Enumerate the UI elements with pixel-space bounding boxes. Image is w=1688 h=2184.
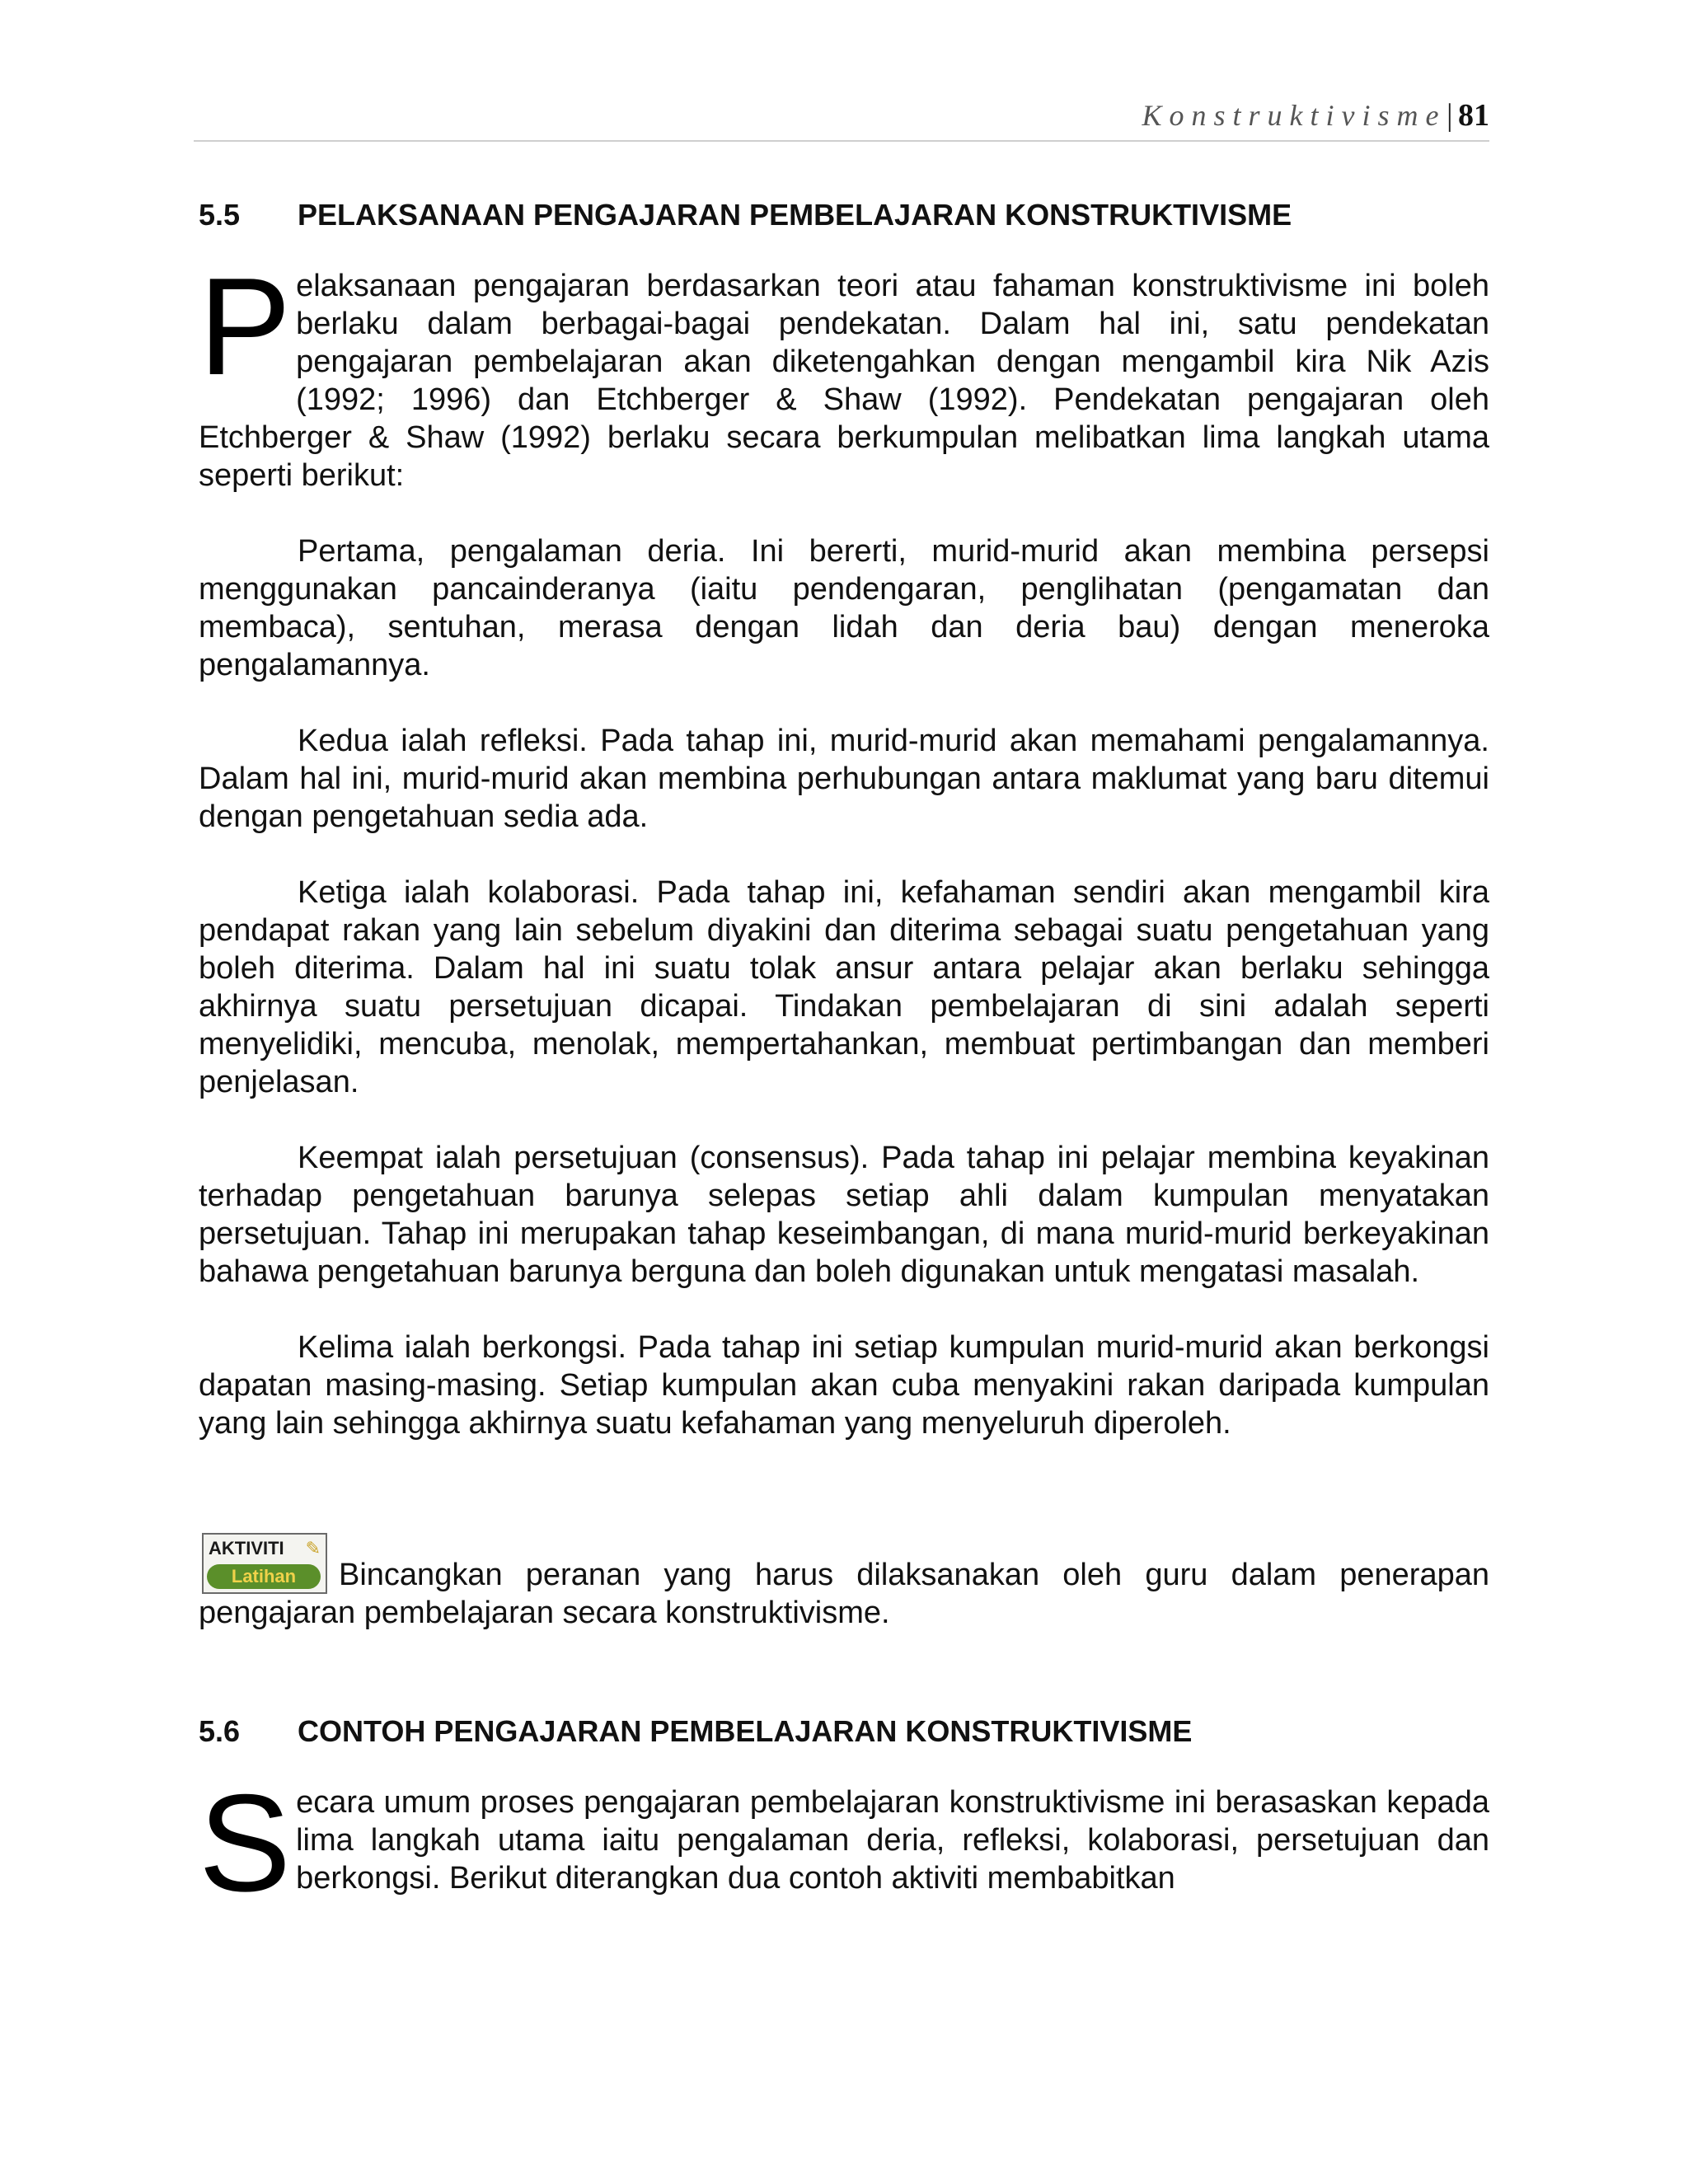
- badge-bottom-label: Latihan: [207, 1564, 321, 1589]
- aktiviti-latihan-badge: [202, 1533, 327, 1594]
- step-paragraph-1: Pertama, pengalaman deria. Ini bererti, murid-murid akan membina persepsi menggunakan pancainderanya (iaitu pendengaran, penglihatan (pengamatan dan membaca), sentuhan, merasa dengan lidah dan deria bau) dengan meneroka pengalamannya.: [199, 534, 1489, 682]
- header-separator: |: [1446, 98, 1453, 133]
- running-title: Konstruktivisme: [1142, 99, 1447, 132]
- page-header: [194, 97, 1489, 142]
- intro-paragraph: [199, 249, 1489, 494]
- section-heading-5-5: [199, 198, 1489, 232]
- step-paragraph-4: Keempat ialah persetujuan (consensus). Pada tahap ini pelajar membina keyakinan terhadap pengetahuan barunya selepas setiap ahli dalam kumpulan menyatakan persetujuan. Tahap ini merupakan tahap keseimbangan, di mana murid-murid berkeyakinan bahawa pengetahuan barunya berguna dan boleh digunakan untuk mengatasi masalah.: [199, 1141, 1489, 1289]
- section-heading-5-6: [199, 1714, 1489, 1749]
- step-paragraph-5: Kelima ialah berkongsi. Pada tahap ini setiap kumpulan murid-murid akan berkongsi dapatan masing-masing. Setiap kumpulan akan cuba menyakini rakan daripada kumpulan yang lain sehingga akhirnya suatu kefahaman yang menyeluruh diperoleh.: [199, 1330, 1489, 1441]
- drop-cap: S: [199, 1765, 292, 1920]
- drop-cap: P: [199, 249, 292, 404]
- intro-paragraph-5-6: [199, 1765, 1489, 1920]
- badge-top-label: AKTIVITI: [209, 1538, 284, 1558]
- intro-text: elaksanaan pengajaran berdasarkan teori atau fahaman konstruktivisme ini boleh berlaku dalam berbagai-bagai pendekatan. Dalam hal ini, satu pendekatan pengajaran pembelajaran akan diketengahkan dengan mengambil kira Nik Azis (1992; 1996) dan Etchberger & Shaw (1992). Pendekatan pengajaran oleh Etchberger & Shaw (1992) berlaku secara berkumpulan melibatkan lima langkah utama seperti berikut:: [199, 269, 1489, 493]
- intro-text: ecara umum proses pengajaran pembelajaran konstruktivisme ini berasaskan kepada lima langkah utama iaitu pengalaman deria, refleksi, kolaborasi, persetujuan dan berkongsi. Berikut diterangkan dua contoh aktiviti membabitkan: [296, 1785, 1489, 1896]
- activity-box: [199, 1533, 1489, 1632]
- page-content: [199, 198, 1489, 1920]
- activity-text: Bincangkan peranan yang harus dilaksanakan oleh guru dalam penerapan pengajaran pembelajaran secara konstruktivisme.: [199, 1558, 1489, 1630]
- section-number: 5.6: [199, 1714, 241, 1748]
- step-paragraph-2: Kedua ialah refleksi. Pada tahap ini, murid-murid akan memahami pengalamannya. Dalam hal ini, murid-murid akan membina perhubungan antara maklumat yang baru ditemui dengan pengetahuan sedia ada.: [199, 724, 1489, 834]
- section-title: PELAKSANAAN PENGAJARAN PEMBELAJARAN KONSTRUKTIVISME: [298, 198, 1292, 232]
- step-paragraph-3: Ketiga ialah kolaborasi. Pada tahap ini, kefahaman sendiri akan mengambil kira pendapat rakan yang lain sebelum diyakini dan diterima sebagai suatu pengetahuan yang boleh diterima. Dalam hal ini suatu tolak ansur antara pelajar akan berlaku sehingga akhirnya suatu persetujuan dicapai. Tindakan pembelajaran di sini adalah seperti menyelidiki, mencuba, menolak, mempertahankan, membuat pertimbangan dan memberi penjelasan.: [199, 875, 1489, 1099]
- section-number: 5.5: [199, 198, 241, 232]
- section-title: CONTOH PENGAJARAN PEMBELAJARAN KONSTRUKTIVISME: [298, 1714, 1193, 1748]
- pencil-icon: ✎: [305, 1538, 321, 1558]
- page-number: 81: [1458, 98, 1489, 133]
